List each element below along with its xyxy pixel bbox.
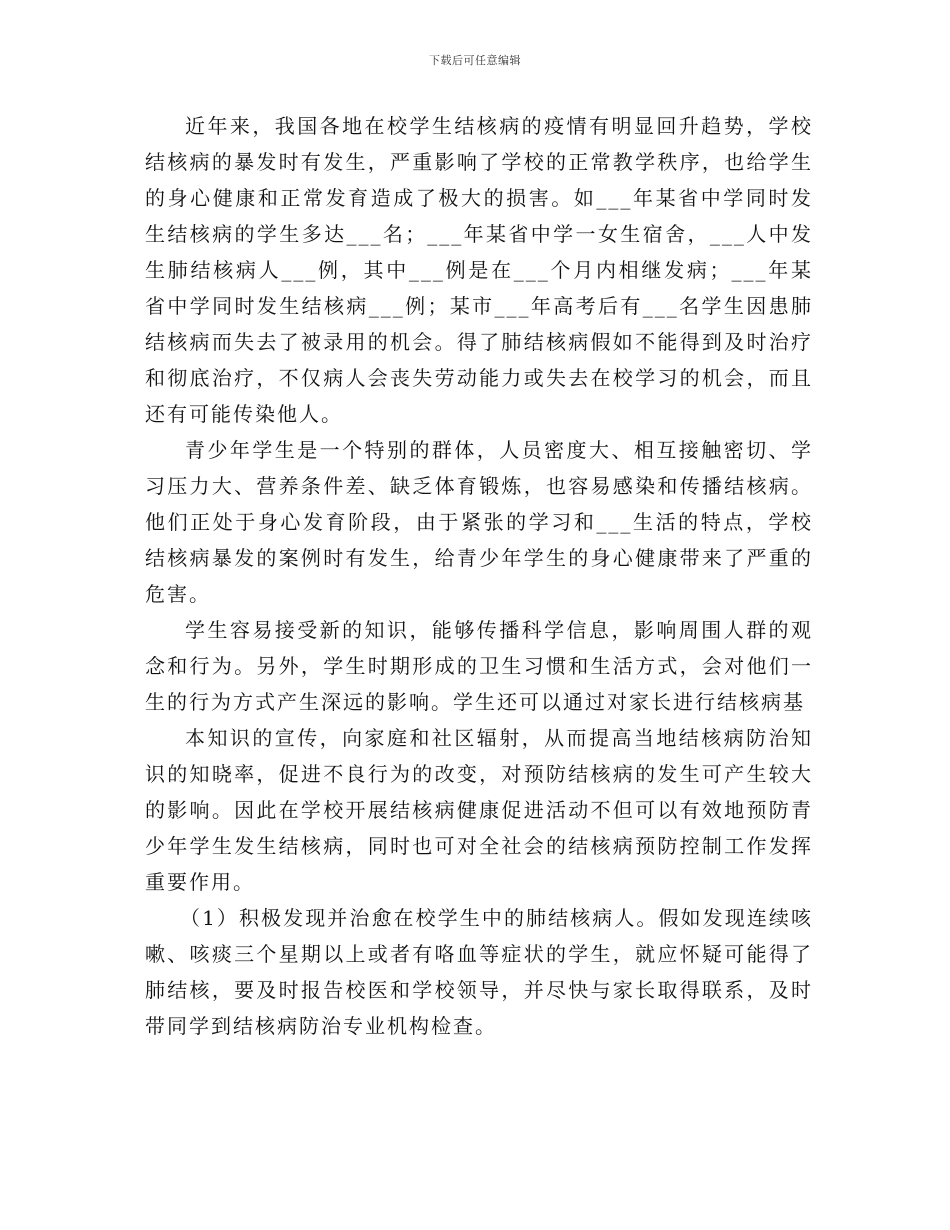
paragraph-epidemic-trend: 近年来，我国各地在校学生结核病的疫情有明显回升趋势，学校结核病的暴发时有发生，严重影响了学校的正常教学秩序，也给学生的身心健康和正常发育造成了极大的损害。如___年某省中学同时发生结核病的学生多达___名；___年某省中学一女生宿舍，___人中发生肺结核病人___例，其中___例是在___个月内相继发病；___年某省中学同时发生结核病___例；某市___年高考后有___名学生因患肺结核病而失去了被录用的机会。得了肺结核病假如不能得到及时治疗和彻底治疗，不仅病人会丧失劳动能力或失去在校学习的机会，而且还有可能传染他人。 — [145, 114, 813, 426]
paragraph-knowledge-spread: 学生容易接受新的知识，能够传播科学信息，影响周围人群的观念和行为。另外，学生时期形成的卫生习惯和生活方式，会对他们一生的行为方式产生深远的影响。学生还可以通过对家长进行结核病基 — [145, 618, 813, 714]
paragraph-item-1: （1）积极发现并治愈在校学生中的肺结核病人。假如发现连续咳嗽、咳痰三个星期以上或者有咯血等症状的学生，就应怀疑可能得了肺结核，要及时报告校医和学校领导，并尽快与家长取得联系，及时带同学到结核病防治专业机构检查。 — [145, 906, 813, 1038]
page-header-note: 下载后可任意编辑 — [429, 54, 521, 67]
document-body — [145, 108, 813, 1044]
paragraph-health-promotion: 本知识的宣传，向家庭和社区辐射，从而提高当地结核病防治知识的知晓率，促进不良行为的改变，对预防结核病的发生可产生较大的影响。因此在学校开展结核病健康促进活动不但可以有效地预防青少年学生发生结核病，同时也可对全社会的结核病预防控制工作发挥重要作用。 — [145, 726, 813, 894]
paragraph-student-group: 青少年学生是一个特别的群体，人员密度大、相互接触密切、学习压力大、营养条件差、缺乏体育锻炼，也容易感染和传播结核病。他们正处于身心发育阶段，由于紧张的学习和___生活的特点，学校结核病暴发的案例时有发生，给青少年学生的身心健康带来了严重的危害。 — [145, 438, 813, 606]
